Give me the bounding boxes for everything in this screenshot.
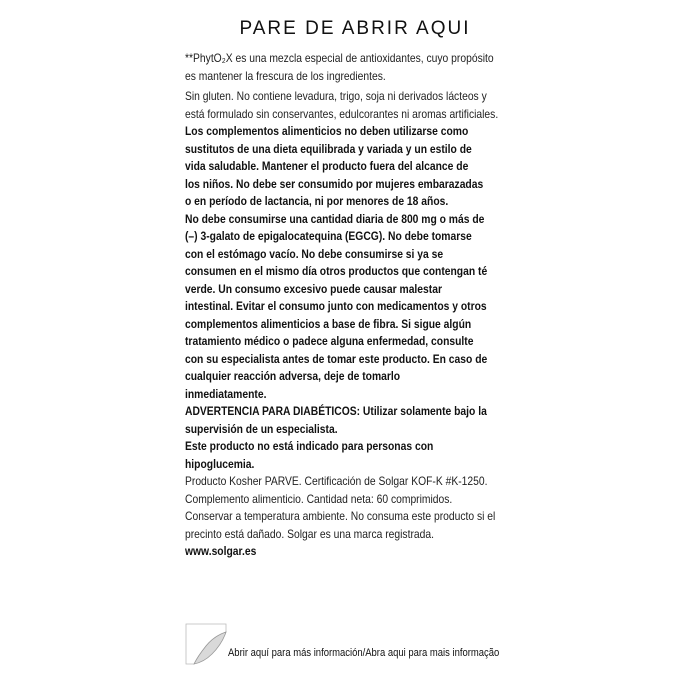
text-line: Los complementos alimenticios no deben utilizarse como	[185, 124, 469, 138]
text-line: Complemento alimenticio. Cantidad neta: 60 comprimidos.	[185, 491, 453, 506]
peel-corner-icon[interactable]	[184, 622, 228, 666]
text-line: supervisión de un especialista.	[185, 421, 338, 436]
text-line: intestinal. Evitar el consumo junto con medicamentos y otros	[185, 299, 487, 313]
text-line: precinto está dañado. Solgar es una marca registrada.	[185, 526, 434, 541]
text-line: tratamiento médico o padece alguna enfermedad, consulte	[185, 334, 474, 348]
text-line: Este producto no está indicado para personas con	[185, 439, 434, 453]
text-line: o en período de lactancia, ni por menores de 18 años.	[185, 194, 449, 208]
text-line: consumen en el mismo día otros productos que contengan té	[185, 264, 488, 278]
intro-paragraph	[185, 50, 525, 85]
text-line: Conservar a temperatura ambiente. No consuma este producto si el	[185, 509, 496, 523]
website-link[interactable]: www.solgar.es	[185, 544, 257, 558]
text-line: Sin gluten. No contiene levadura, trigo, soja ni derivados lácteos y	[185, 89, 487, 103]
text-line: complementos alimenticios a base de fibra. Si sigue algún	[185, 316, 472, 331]
gluten-paragraph	[185, 88, 525, 123]
label-panel	[185, 18, 525, 658]
text-line: los niños. No debe ser consumido por mujeres embarazadas	[185, 176, 484, 191]
text-line: sustitutos de una dieta equilibrada y variada y un estilo de	[185, 141, 472, 156]
text-line: con el estómago vacío. No debe consumirse si ya se	[185, 246, 444, 261]
text-line: con su especialista antes de tomar este producto. En caso de	[185, 351, 488, 366]
text-line: ADVERTENCIA PARA DIABÉTICOS: Utilizar solamente bajo la	[185, 404, 487, 418]
warning-paragraph	[185, 123, 525, 473]
open-here-footer[interactable]: Abrir aquí para más información/Abra aqui para mais informação	[228, 647, 500, 659]
text-line: (–) 3-galato de epigalocatequina (EGCG). No debe tomarse	[185, 229, 472, 243]
text-line: inmediatamente.	[185, 386, 267, 401]
text-line: No debe consumirse una cantidad diaria de 800 mg o más de	[185, 211, 485, 226]
page-title: PARE DE ABRIR AQUI	[239, 18, 471, 39]
text-line: **PhytO₂X es una mezcla especial de antioxidantes, cuyo propósito	[185, 51, 494, 65]
info-paragraph	[185, 473, 525, 543]
text-line: está formulado sin conservantes, edulcorantes ni aromas artificiales.	[185, 106, 499, 121]
website-link-wrapper	[185, 543, 525, 561]
text-line: cualquier reacción adversa, deje de tomarlo	[185, 369, 401, 383]
text-line: es mantener la frescura de los ingredientes.	[185, 68, 386, 83]
text-line: verde. Un consumo excesivo puede causar malestar	[185, 281, 442, 296]
text-line: Producto Kosher PARVE. Certificación de Solgar KOF-K #K-1250.	[185, 474, 488, 488]
text-line: vida saludable. Mantener el producto fuera del alcance de	[185, 159, 469, 173]
text-line: hipoglucemia.	[185, 456, 255, 471]
